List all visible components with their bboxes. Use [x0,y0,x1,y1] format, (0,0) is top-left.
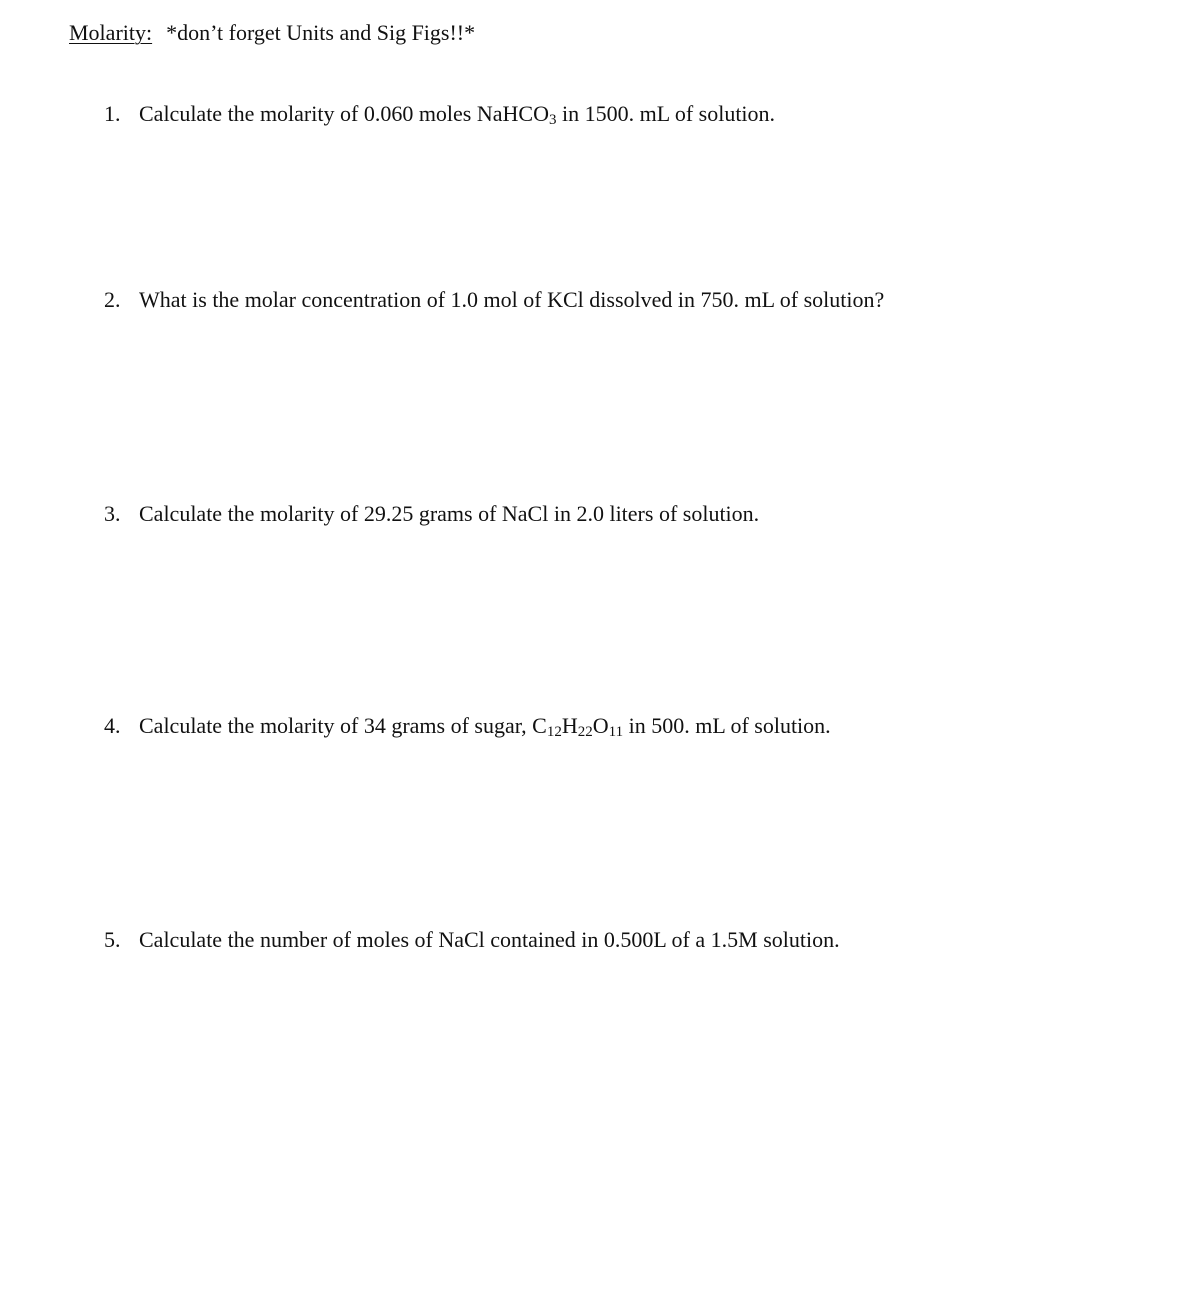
question-number: 2. [104,287,121,312]
question-3 [104,499,759,529]
worksheet-note: *don’t forget Units and Sig Figs!!* [166,20,476,45]
question-5 [104,925,840,955]
question-number: 1. [104,101,121,126]
worksheet-title: Molarity: [69,20,153,45]
worksheet-header [69,18,475,48]
question-number: 5. [104,927,121,952]
question-4 [104,711,831,741]
question-number: 3. [104,501,121,526]
question-1 [104,99,775,129]
question-number: 4. [104,713,121,738]
question-text: What is the molar concentration of 1.0 mol of KCl dissolved in 750. mL of solution? [139,287,885,312]
question-text: Calculate the number of moles of NaCl contained in 0.500L of a 1.5M solution. [139,927,840,952]
question-2 [104,285,884,315]
question-text: Calculate the molarity of 0.060 moles NaHCO$_3$ in 1500. mL of solution. [139,101,776,128]
question-text: Calculate the molarity of 34 grams of sugar, $C_{12}H_{22}O_{11}$ in 500. mL of solution. [139,713,831,740]
question-text: Calculate the molarity of 29.25 grams of NaCl in 2.0 liters of solution. [139,501,760,526]
